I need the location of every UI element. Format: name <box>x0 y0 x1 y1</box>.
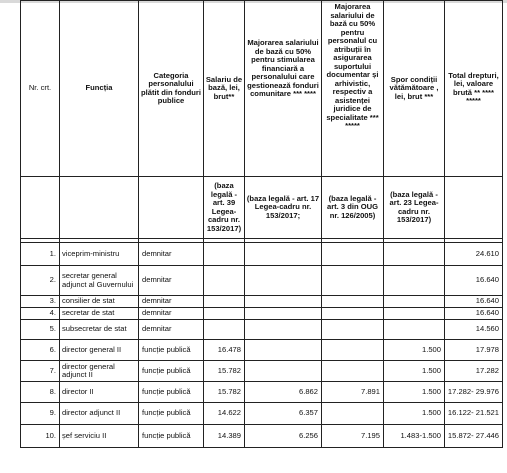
row-increase-documentary: 7.891 <box>322 382 384 403</box>
table-row <box>21 382 503 403</box>
table-row <box>21 403 503 425</box>
header-salariu: Salariu de bază, lei, brut** <box>204 1 245 177</box>
header-majorare-fonduri: Majorarea salariului de bază cu 50% pentru stimularea financiară a personalului care gestionează fonduri comunitare *** **** <box>245 1 322 177</box>
row-salary <box>204 243 245 266</box>
row-increase-funds <box>245 243 322 266</box>
row-increase-funds <box>245 320 322 340</box>
row-number: 3. <box>21 296 60 308</box>
row-salary: 16.478 <box>204 340 245 361</box>
row-category: demnitar <box>139 308 204 320</box>
row-bonus: 1.483-1.500 <box>384 425 445 448</box>
table-row <box>21 308 503 320</box>
row-salary: 14.389 <box>204 425 245 448</box>
row-bonus: 1.500 <box>384 340 445 361</box>
row-number: 2. <box>21 266 60 296</box>
row-category: funcție publică <box>139 403 204 425</box>
row-increase-funds: 6.862 <box>245 382 322 403</box>
row-bonus <box>384 266 445 296</box>
row-increase-documentary <box>322 403 384 425</box>
row-increase-funds <box>245 296 322 308</box>
row-increase-documentary <box>322 266 384 296</box>
row-increase-documentary <box>322 243 384 266</box>
header-majorare-documentar: Majorarea salariului de bază cu 50% pentru personalul cu atribuții în asigurarea suportului documentar și arhivistic, respectiv a asistenței juridice de specialitate *** ***** <box>322 1 384 177</box>
row-increase-documentary <box>322 320 384 340</box>
row-number: 1. <box>21 243 60 266</box>
ref-spor: (baza legală - art. 23 Legea-cadru nr. 153/2017) <box>384 177 445 239</box>
row-function: director general II <box>60 340 139 361</box>
row-bonus: 1.500 <box>384 361 445 382</box>
row-bonus <box>384 308 445 320</box>
table-row <box>21 361 503 382</box>
row-category: demnitar <box>139 243 204 266</box>
row-category: funcție publică <box>139 340 204 361</box>
table-row <box>21 243 503 266</box>
row-bonus <box>384 243 445 266</box>
header-nr: Nr. crt. <box>21 1 60 177</box>
salary-table <box>20 0 503 448</box>
row-number: 4. <box>21 308 60 320</box>
row-number: 6. <box>21 340 60 361</box>
header-total: Total drepturi, lei, valoare brută ** **** ***** <box>445 1 503 177</box>
row-total: 15.872- 27.446 <box>445 425 503 448</box>
row-total: 14.560 <box>445 320 503 340</box>
row-function: șef serviciu II <box>60 425 139 448</box>
row-function: viceprim-ministru <box>60 243 139 266</box>
row-increase-funds <box>245 340 322 361</box>
row-salary <box>204 308 245 320</box>
row-increase-funds <box>245 308 322 320</box>
row-function: consilier de stat <box>60 296 139 308</box>
row-increase-documentary <box>322 361 384 382</box>
table-row <box>21 320 503 340</box>
row-salary: 15.782 <box>204 361 245 382</box>
header-functia: Funcția <box>60 1 139 177</box>
row-number: 9. <box>21 403 60 425</box>
row-function: director II <box>60 382 139 403</box>
row-category: funcție publică <box>139 425 204 448</box>
row-total: 17.282- 29.976 <box>445 382 503 403</box>
row-bonus: 1.500 <box>384 403 445 425</box>
row-function: subsecretar de stat <box>60 320 139 340</box>
legal-basis-row <box>21 177 503 239</box>
row-category: demnitar <box>139 320 204 340</box>
row-salary <box>204 296 245 308</box>
row-function: secretar de stat <box>60 308 139 320</box>
row-function: secretar general adjunct al Guvernului <box>60 266 139 296</box>
row-increase-funds: 6.357 <box>245 403 322 425</box>
header-categoria: Categoria personalului plătit din fonduri publice <box>139 1 204 177</box>
row-category: demnitar <box>139 296 204 308</box>
table-row <box>21 296 503 308</box>
row-category: demnitar <box>139 266 204 296</box>
row-increase-funds <box>245 361 322 382</box>
row-increase-funds <box>245 266 322 296</box>
row-total: 16.640 <box>445 296 503 308</box>
row-salary: 14.622 <box>204 403 245 425</box>
row-total: 24.610 <box>445 243 503 266</box>
table-row <box>21 340 503 361</box>
row-function: director general adjunct II <box>60 361 139 382</box>
row-salary: 15.782 <box>204 382 245 403</box>
header-row <box>21 1 503 177</box>
table-row <box>21 266 503 296</box>
row-increase-funds: 6.256 <box>245 425 322 448</box>
row-number: 5. <box>21 320 60 340</box>
row-total: 17.978 <box>445 340 503 361</box>
row-number: 7. <box>21 361 60 382</box>
table-row <box>21 425 503 448</box>
ref-salariu: (baza legală - art. 39 Legea-cadru nr. 153/2017) <box>204 177 245 239</box>
row-increase-documentary: 7.195 <box>322 425 384 448</box>
row-number: 10. <box>21 425 60 448</box>
row-salary <box>204 266 245 296</box>
row-total: 16.122- 21.521 <box>445 403 503 425</box>
row-increase-documentary <box>322 308 384 320</box>
row-increase-documentary <box>322 340 384 361</box>
row-total: 16.640 <box>445 266 503 296</box>
row-bonus: 1.500 <box>384 382 445 403</box>
header-spor: Spor condiții vătămătoare , lei, brut *** <box>384 1 445 177</box>
row-bonus <box>384 296 445 308</box>
row-number: 8. <box>21 382 60 403</box>
row-category: funcție publică <box>139 382 204 403</box>
row-bonus <box>384 320 445 340</box>
ref-majorare-fonduri: (baza legală - art. 17 Legea-cadru nr. 153/2017; <box>245 177 322 239</box>
row-function: director adjunct II <box>60 403 139 425</box>
row-salary <box>204 320 245 340</box>
row-total: 17.282 <box>445 361 503 382</box>
ref-majorare-documentar: (baza legală - art. 3 din OUG nr. 126/2005) <box>322 177 384 239</box>
row-increase-documentary <box>322 296 384 308</box>
row-total: 16.640 <box>445 308 503 320</box>
table-body <box>21 243 503 448</box>
row-category: funcție publică <box>139 361 204 382</box>
